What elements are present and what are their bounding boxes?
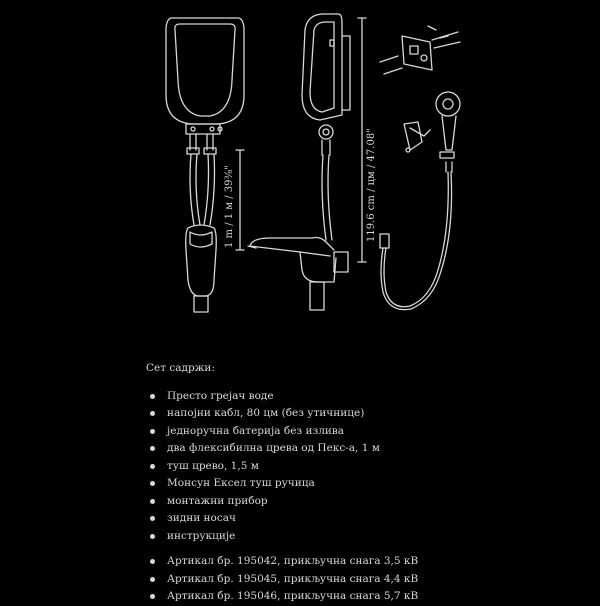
package-contents — [146, 360, 586, 606]
list-item: монтажни прибор — [146, 493, 586, 511]
article-item: Артикал бр. 195045, прикључна снага 4,4 кВ — [146, 571, 586, 589]
heater-front-view — [166, 18, 244, 312]
contents-list — [146, 388, 586, 546]
heater-side-view — [248, 14, 350, 310]
list-item: напојни кабл, 80 цм (без утичнице) — [146, 405, 586, 423]
height-dimension — [358, 18, 377, 262]
list-item: Монсун Ексел туш ручица — [146, 475, 586, 493]
article-item: Артикал бр. 195046, прикључна снага 5,7 кВ — [146, 588, 586, 606]
article-item: Артикал бр. 195042, прикључна снага 3,5 кВ — [146, 553, 586, 571]
shower-holder — [404, 122, 430, 152]
hose-length-label: 1 m / 1 м / 39³⁄₈" — [224, 165, 235, 248]
list-item: инструкције — [146, 528, 586, 546]
article-list — [146, 553, 586, 606]
list-item: туш црево, 1,5 м — [146, 458, 586, 476]
list-item: Престо грејач воде — [146, 388, 586, 406]
height-label: 119.6 cm / цм / 47.08" — [366, 128, 377, 242]
list-item: једноручна батерија без излива — [146, 423, 586, 441]
shower-head-and-hose — [380, 92, 460, 310]
list-item: зидни носач — [146, 510, 586, 528]
wall-bracket — [380, 26, 460, 74]
list-item: два флексибилна црева од Пекс-а, 1 м — [146, 440, 586, 458]
contents-heading: Сет садржи: — [146, 362, 215, 374]
hose-length-dimension — [224, 150, 244, 250]
